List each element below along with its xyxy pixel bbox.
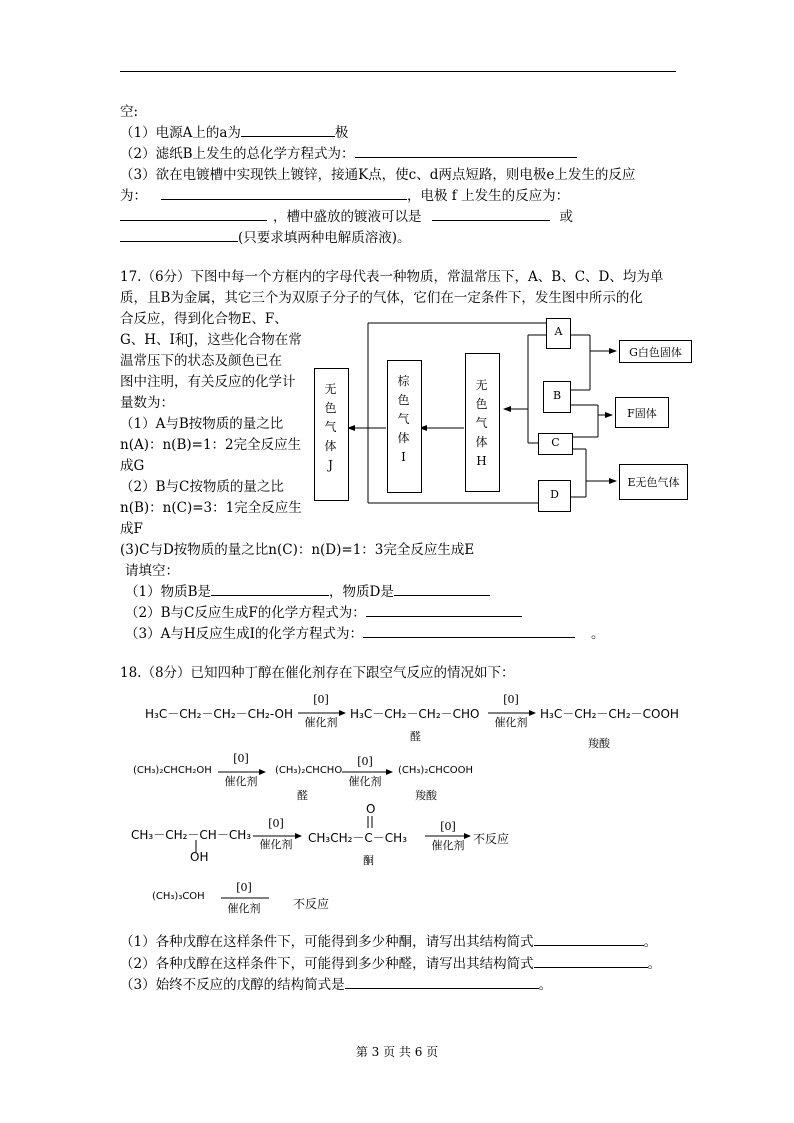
page-footer: 第 3 页 共 6 页 [355,1045,439,1059]
r2-arrow1-top: [0] [233,752,249,765]
q17-fill1-text: （1）物质B是 [125,584,212,600]
q16-line2-text: （2）滤纸B上发生的总化学方程式为： [120,146,355,162]
q17-intro1: 17.（6分）下图中每一个方框内的字母代表一种物质，常温常压下，A、B、C、D、均为单 [120,269,664,285]
r4-arrow-bottom: 催化剂 [227,902,261,915]
r2-arrow1-bottom: 催化剂 [224,775,258,788]
q18-p2 [120,952,661,972]
q17-cond3: (3)C与D按物质的量之比n(C)：n(D)=1：3完全反应生成E [120,542,475,558]
q18-intro: 18.（8分）已知四种丁醇在催化剂存在下跟空气反应的情况如下： [120,665,515,681]
q16-line1-text: （1）电源A上的a为 [120,125,241,141]
q17-fill3-text: （3）A与H反应生成I的化学方程式为： [125,626,363,642]
box-j-char: 无 [324,382,337,396]
q17-cond2c: 成F [120,521,143,537]
box-i-char: 体 [397,431,410,445]
box-a-label: A [554,325,563,338]
q17-cond1c: 成G [120,458,145,474]
q16-line6-text: (只要求填两种电解质溶液)。 [238,230,411,246]
box-g-label: G白色固体 [629,346,682,359]
q16-line3: （3）欲在电镀槽中实现铁上镀锌，接通K点，使c、d两点短路，则电极e上发生的反应 [120,167,636,183]
q17-cond2a: （2）B与C按物质的量之比 [120,479,284,495]
q18-p1 [120,930,657,950]
r3-ketone: CH₃CH₂－C－CH₃ [308,831,408,845]
box-d-label: D [550,488,559,501]
q17-intro6: 图中注明，有关反应的化学计 [120,374,296,390]
q18-p2-end: 。 [647,956,662,972]
r1-arrow1-bottom: 催化剂 [304,716,338,729]
box-f-label: F固体 [627,407,657,420]
r4-reactant: (CH₃)₃COH [152,891,205,902]
r3-arrow2-top: [0] [440,820,456,833]
r1-arrow2-bottom: 催化剂 [494,716,528,729]
answer-blank[interactable] [534,931,644,946]
q17-fill3-end: 。 [590,626,605,642]
q16-line0: 空: [120,104,139,120]
q16-line1-end: 极 [334,125,349,141]
q18-p3 [120,973,552,993]
box-i-char: 气 [397,412,410,426]
r3-arrow1-bottom: 催化剂 [259,838,293,851]
r2-acid-label: 羧酸 [415,789,437,802]
q17-intro7: 量数为： [120,395,174,411]
r4-arrow-top: [0] [236,881,252,894]
r2-arrow2-bottom: 催化剂 [348,775,382,788]
q17-fill: 请填空： [125,563,179,579]
r1-acid: H₃C－CH₂－CH₂－COOH [540,707,679,721]
q17-intro5: 温常压下的状态及颜色已在 [120,353,282,369]
box-h-char: H [476,454,487,468]
box-b-label: B [552,389,562,402]
r1-aldehyde-label: 醛 [410,730,421,743]
box-h-char: 无 [475,378,488,392]
r4-no-reaction: 不反应 [293,897,330,911]
r3-ketone-label: 酮 [363,854,374,867]
r2-aldehyde-label: 醛 [297,789,308,802]
r1-arrow2-top: [0] [503,693,519,706]
r3-carbonyl-o: O [366,802,376,816]
box-h-char: 体 [475,435,488,449]
q16-line4-text: 为： [120,188,147,204]
q16-line4-end: ，电极 f 上发生的反应为： [407,188,570,204]
r1-reactant: H₃C－CH₂－CH₂－CH₂-OH [145,707,293,721]
box-j-char: 体 [324,439,337,453]
q18-p2-text: （2）各种戊醇在这样条件下，可能得到多少种醛，请写出其结构简式 [120,956,534,972]
box-i-char: I [401,450,406,464]
box-j-char: 色 [324,401,337,415]
box-c-label: C [551,436,560,449]
r3-arrow2-bottom: 催化剂 [431,839,465,852]
q17-intro4: G、H、I和J，这些化合物在常 [120,332,302,348]
r2-arrow2-top: [0] [357,755,373,768]
q18-p3-end: 。 [538,977,553,993]
box-h-char: 气 [475,416,488,430]
q16-line5-end: 或 [559,209,573,225]
q18-p3-text: （3）始终不反应的戊醇的结构简式是 [120,977,345,993]
q17-fill1-mid: ，物质D是 [329,584,394,600]
r3-reactant: CH₃－CH₂－CH－CH₃ [131,828,252,842]
q17-cond2b: n(B)：n(C)=3：1完全反应生 [120,500,302,516]
r2-aldehyde: (CH₃)₂CHCHO [275,765,343,776]
box-h-char: 色 [475,397,488,411]
r1-aldehyde: H₃C－CH₂－CH₂－CHO [350,707,480,721]
box-e-label: E无色气体 [627,476,680,489]
q16-line5-text: ，槽中盛放的镀液可以是 [273,209,422,225]
answer-blank[interactable] [534,953,648,968]
r3-arrow1-top: [0] [268,817,284,830]
q17-intro3: 合反应，得到化合物E、F、 [120,311,288,327]
answer-blank[interactable] [345,974,539,989]
q17-intro2: 质，且B为金属，其它三个为双原子分子的气体，它们在一定条件下，发生图中所示的化 [120,290,643,306]
box-i-char: 色 [397,393,410,407]
r3-hydroxyl: OH [190,850,209,864]
q17-cond1b: n(A)：n(B)=1：2完全反应生 [120,437,302,453]
r1-acid-label: 羧酸 [588,737,610,750]
r3-no-reaction: 不反应 [473,832,510,846]
r2-acid: (CH₃)₂CHCOOH [398,765,474,776]
q17-cond1a: （1）A与B按物质的量之比 [120,416,284,432]
q17-fill2-text: （2）B与C反应生成F的化学方程式为： [125,605,366,621]
box-j-char: J [328,458,333,472]
box-j-char: 气 [324,420,337,434]
q18-p1-end: 。 [643,934,658,950]
q18-p1-text: （1）各种戊醇在这样条件下，可能得到多少种酮，请写出其结构简式 [120,934,534,950]
box-i-char: 棕 [397,374,410,388]
r2-reactant: (CH₃)₂CHCH₂OH [133,765,212,776]
r1-arrow1-top: [0] [313,693,329,706]
